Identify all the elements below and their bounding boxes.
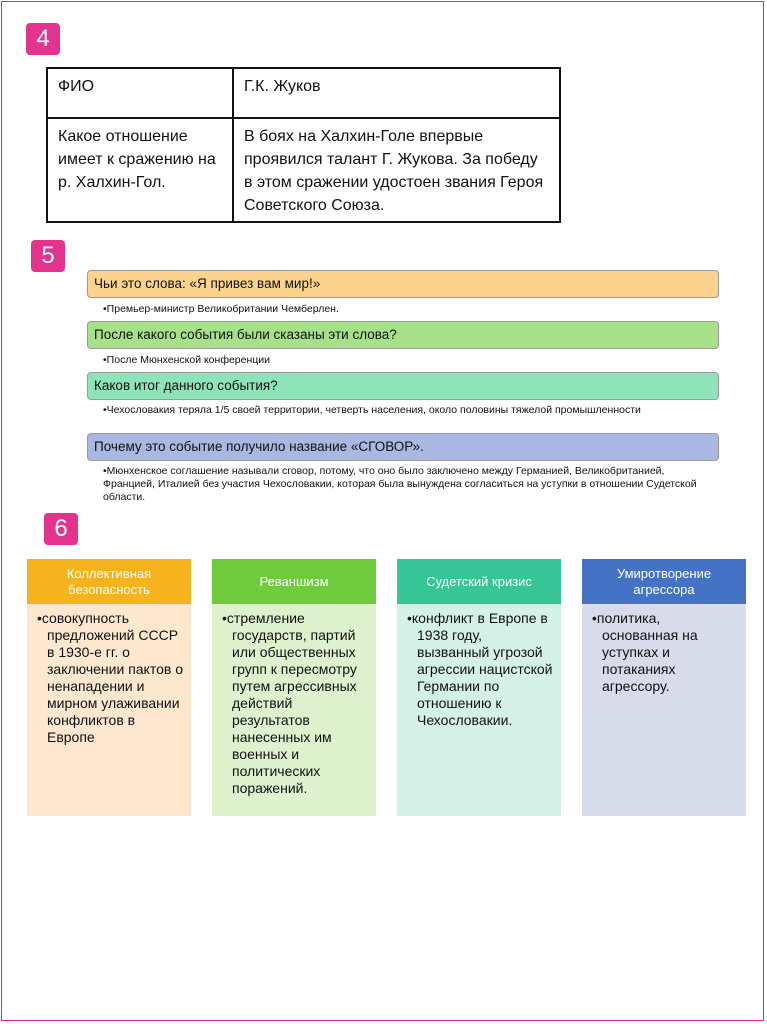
- card-revanchism-body: [212, 604, 376, 816]
- question-bar-1: Чьи это слова: «Я привез вам мир!»: [87, 270, 719, 298]
- answer-4: •Мюнхенское соглашение называли сговор, потому, что оно было заключено между Германией, Великобританией, Францией, Италией без участия Чехословакии, которая была вынуждена согласиться на уступки в отношении Судетской области.: [103, 465, 697, 503]
- card-sudeten-crisis-body: [397, 604, 561, 816]
- row-value-relation: В боях на Халхин-Голе впервые проявился талант Г. Жукова. За победу в этом сражении удостоен звания Героя Советского Союза.: [233, 118, 560, 222]
- card-sudeten-crisis-title: Судетский кризис: [397, 559, 561, 604]
- card-appeasement-body: [582, 604, 746, 816]
- section-6-badge: 6: [44, 513, 78, 545]
- answer-1: •Премьер-министр Великобритании Чемберлен.: [103, 303, 339, 315]
- card-text: •конфликт в Европе в 1938 году, вызванный угрозой агрессии нацистской Германии по отношению к Чехословакии.: [407, 610, 553, 728]
- card-text: •совокупность предложений СССР в 1930-е гг. о заключении пактов о ненападении и мирном улаживании конфликтов в Европе: [37, 610, 183, 745]
- card-collective-security-title: Коллективная безопасность: [27, 559, 191, 604]
- card-revanchism-title: Реваншизм: [212, 559, 376, 604]
- row-value-fio: Г.К. Жуков: [233, 68, 560, 118]
- row-label-fio: ФИО: [47, 68, 233, 118]
- answer-2: •После Мюнхенской конференции: [103, 354, 271, 366]
- section-4-badge: 4: [26, 23, 60, 55]
- person-table: [46, 67, 561, 223]
- card-text: •политика, основанная на уступках и потаканиях агрессору.: [592, 610, 698, 694]
- question-bar-3: Каков итог данного события?: [87, 372, 719, 400]
- question-bar-4: Почему это событие получило название «СГОВОР».: [87, 433, 719, 461]
- card-text: •стремление государств, партий или общественных групп к пересмотру путем агрессивных действий результатов нанесенных им военных и политических поражений.: [222, 610, 357, 796]
- row-label-relation: Какое отношение имеет к сражению на р. Халхин-Гол.: [47, 118, 233, 222]
- question-bar-2: После какого события были сказаны эти слова?: [87, 321, 719, 349]
- answer-3: •Чехословакия теряла 1/5 своей территории, четверть населения, около половины тяжелой промышленности: [103, 404, 641, 416]
- card-appeasement-title: Умиротворение агрессора: [582, 559, 746, 604]
- card-collective-security-body: [27, 604, 191, 816]
- table-row: [47, 118, 560, 222]
- section-5-badge: 5: [31, 240, 65, 272]
- table-row: [47, 68, 560, 118]
